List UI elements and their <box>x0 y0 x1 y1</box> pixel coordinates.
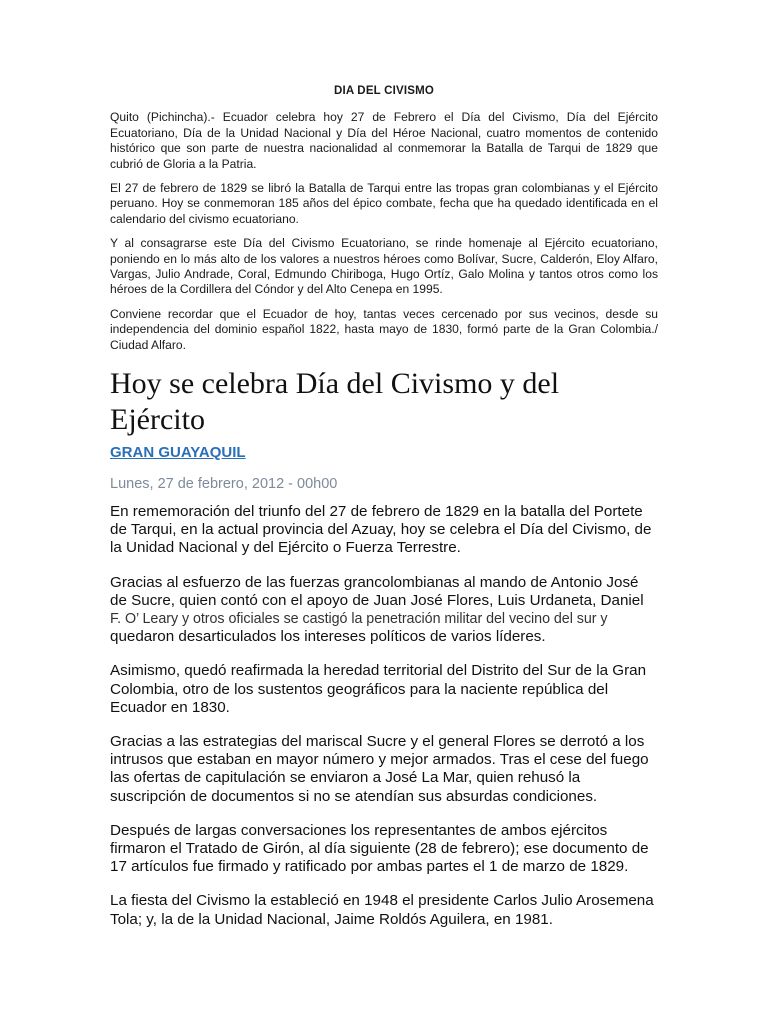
article-paragraph: Después de largas conversaciones los representantes de ambos ejércitos firmaron el Tratado de Girón, al día siguiente (28 de febrero); ese documento de 17 artículos fue firmado y ratificado por ambas partes el 1 de marzo de 1829. <box>110 821 649 876</box>
article-headline: Hoy se celebra Día del Civismo y del Ejército <box>110 367 560 436</box>
small-article-paragraph: Quito (Pichincha).- Ecuador celebra hoy 27 de Febrero el Día del Civismo, Día del Ejército Ecuatoriano, Día de la Unidad Nacional y Día del Héroe Nacional, cuatro momentos de contenido histórico que son parte de nuestra nacionalidad al conmemorar la Batalla de Tarqui de 1829 que cubrió de Gloria a la Patria. <box>110 110 658 171</box>
small-article-title: DIA DEL CIVISMO <box>333 85 435 97</box>
main-article <box>110 366 658 945</box>
article-paragraph: Asimismo, quedó reafirmada la heredad territorial del Distrito del Sur de la Gran Colombia, otro de los sustentos geográficos para la naciente república del Ecuador en 1830. <box>110 662 647 716</box>
article-paragraph: En rememoración del triunfo del 27 de febrero de 1829 en la batalla del Portete de Tarqui, en la actual provincia del Azuay, hoy se celebra el Día del Civismo, de la Unidad Nacional y del Ejército o Fuerza Terrestre. <box>110 503 652 557</box>
small-article <box>110 84 658 362</box>
small-article-paragraph: El 27 de febrero de 1829 se libró la Batalla de Tarqui entre las tropas gran colombianas y el Ejército peruano. Hoy se conmemoran 185 años del épico combate, fecha que ha quedado identificada en el calendario del civismo ecuatoriano. <box>110 181 658 226</box>
article-dateline: Lunes, 27 de febrero, 2012 - 00h00 <box>110 476 338 492</box>
article-text-segment: Gracias al esfuerzo de las fuerzas grancolombianas al mando de Antonio José de Sucre, quien contó con el apoyo de Juan José Flores, Luis Urdaneta, Daniel <box>110 573 644 609</box>
article-paragraph <box>110 574 658 647</box>
small-article-paragraph: Y al consagrarse este Día del Civismo Ecuatoriano, se rinde homenaje al Ejército ecuatoriano, poniendo en lo más alto de los valores a nuestros héroes como Bolívar, Sucre, Calderón, Eloy Alfaro, Vargas, Julio Andrade, Coral, Edmundo Chiriboga, Hugo Ortíz, Galo Molina y tantos otros como los héroes de la Cordillera del Cóndor y del Alto Cenepa en 1995. <box>110 236 658 297</box>
small-article-paragraph: Conviene recordar que el Ecuador de hoy, tantas veces cercenado por sus vecinos, desde su independencia del dominio español 1822, hasta mayo de 1830, formó parte de la Gran Colombia./ Ciudad Alfaro. <box>110 306 658 352</box>
section-link[interactable]: GRAN GUAYAQUIL <box>110 444 246 461</box>
article-paragraph: Gracias a las estrategias del mariscal Sucre y el general Flores se derrotó a los intrusos que estaban en mayor número y mejor armados. Tras el cese del fuego las ofertas de capitulación se enviaron a José La Mar, quien rehusó la suscripción de documentos si no se atendían sus absurdas condiciones. <box>110 733 649 805</box>
article-text-segment: quedaron desarticulados los intereses políticos de varios líderes. <box>110 628 546 646</box>
article-paragraph: La fiesta del Civismo la estableció en 1948 el presidente Carlos Julio Arosemena Tola; y, la de la Unidad Nacional, Jaime Roldós Aguilera, en 1981. <box>110 892 654 928</box>
article-text-segment: F. O’ Leary y otros oficiales se castigó la penetración militar del vecino del sur y <box>110 611 608 628</box>
